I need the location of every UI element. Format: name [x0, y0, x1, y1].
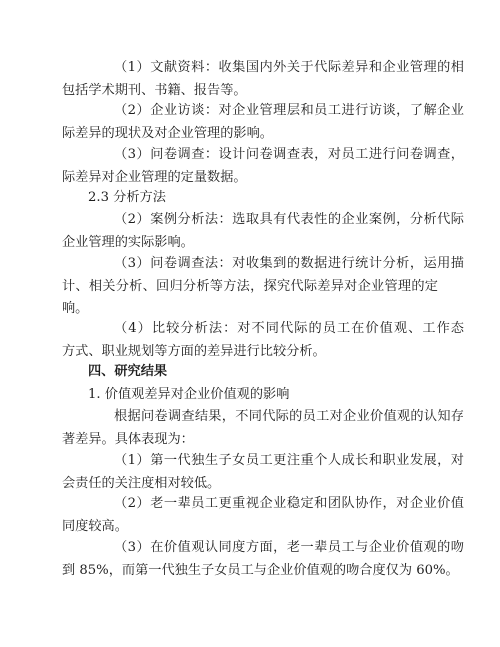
text-line: （2）老一辈员工更重视企业稳定和团队协作，对企业价值	[114, 496, 464, 511]
subsection-title: 1. 价值观差异对企业价值观的影响	[88, 387, 290, 402]
text-line: （3）问卷调查：设计问卷调查表，对员工进行问卷调查，	[114, 147, 464, 162]
text-line: （4）比较分析法：对不同代际的员工在价值观、工作态	[114, 321, 464, 336]
text-line: 同度较高。	[62, 518, 128, 534]
subsection-heading-values	[62, 384, 438, 407]
text-line: 企业管理的实际影响。	[62, 234, 194, 250]
text-line: 计、相关分析、回归分析等方法，探究代际差异对企业管理的定	[62, 278, 438, 294]
text-line: （3）问卷调查法：对收集到的数据进行统计分析，运用描	[114, 256, 464, 271]
paragraph-comparative-analysis	[62, 318, 464, 363]
text-line: （1）第一代独生子女员工更注重个人成长和职业发展，对	[114, 453, 464, 468]
paragraph-enterprise-interview	[62, 100, 464, 145]
paragraph-questionnaire-analysis	[62, 253, 464, 321]
paragraph-literature-review	[62, 57, 464, 102]
text-line: 会责任的关注度相对较低。	[62, 475, 221, 491]
text-line: 际差异的现状及对企业管理的影响。	[62, 125, 273, 141]
text-line: 响。	[62, 301, 89, 316]
text-line: 方式、职业规划等方面的差异进行比较分析。	[62, 343, 326, 359]
section-heading-analysis-methods	[62, 187, 438, 210]
text-line: （2）案例分析法：选取具有代表性的企业案例，分析代际	[114, 212, 464, 227]
paragraph-survey-results	[62, 406, 464, 451]
text-line: （3）在价值观认同度方面，老一辈员工与企业价值观的吻	[114, 540, 464, 555]
paragraph-case-analysis	[62, 209, 464, 254]
text-line: （1）文献资料：收集国内外关于代际差异和企业管理的相	[114, 60, 464, 75]
text-line: 根据问卷调查结果，不同代际的员工对企业价值观的认知存	[114, 409, 464, 424]
paragraph-questionnaire-survey	[62, 144, 464, 189]
text-line: （2）企业访谈：对企业管理层和员工进行访谈，了解企业	[114, 103, 464, 118]
text-line: 到 85%，而第一代独生子女员工与企业价值观的吻合度仅为 60%。	[62, 562, 459, 578]
paragraph-older-generation	[62, 493, 464, 538]
text-line: 包括学术期刊、书籍、报告等。	[62, 82, 247, 98]
section-title: 2.3 分析方法	[88, 190, 166, 205]
section-title: 四、研究结果	[88, 364, 168, 379]
text-line: 际差异对企业管理的定量数据。	[62, 169, 247, 185]
text-line: 著差异。具体表现为：	[62, 431, 194, 447]
paragraph-first-generation	[62, 450, 464, 495]
section-heading-research-results	[62, 361, 438, 384]
paragraph-value-alignment	[62, 537, 464, 582]
